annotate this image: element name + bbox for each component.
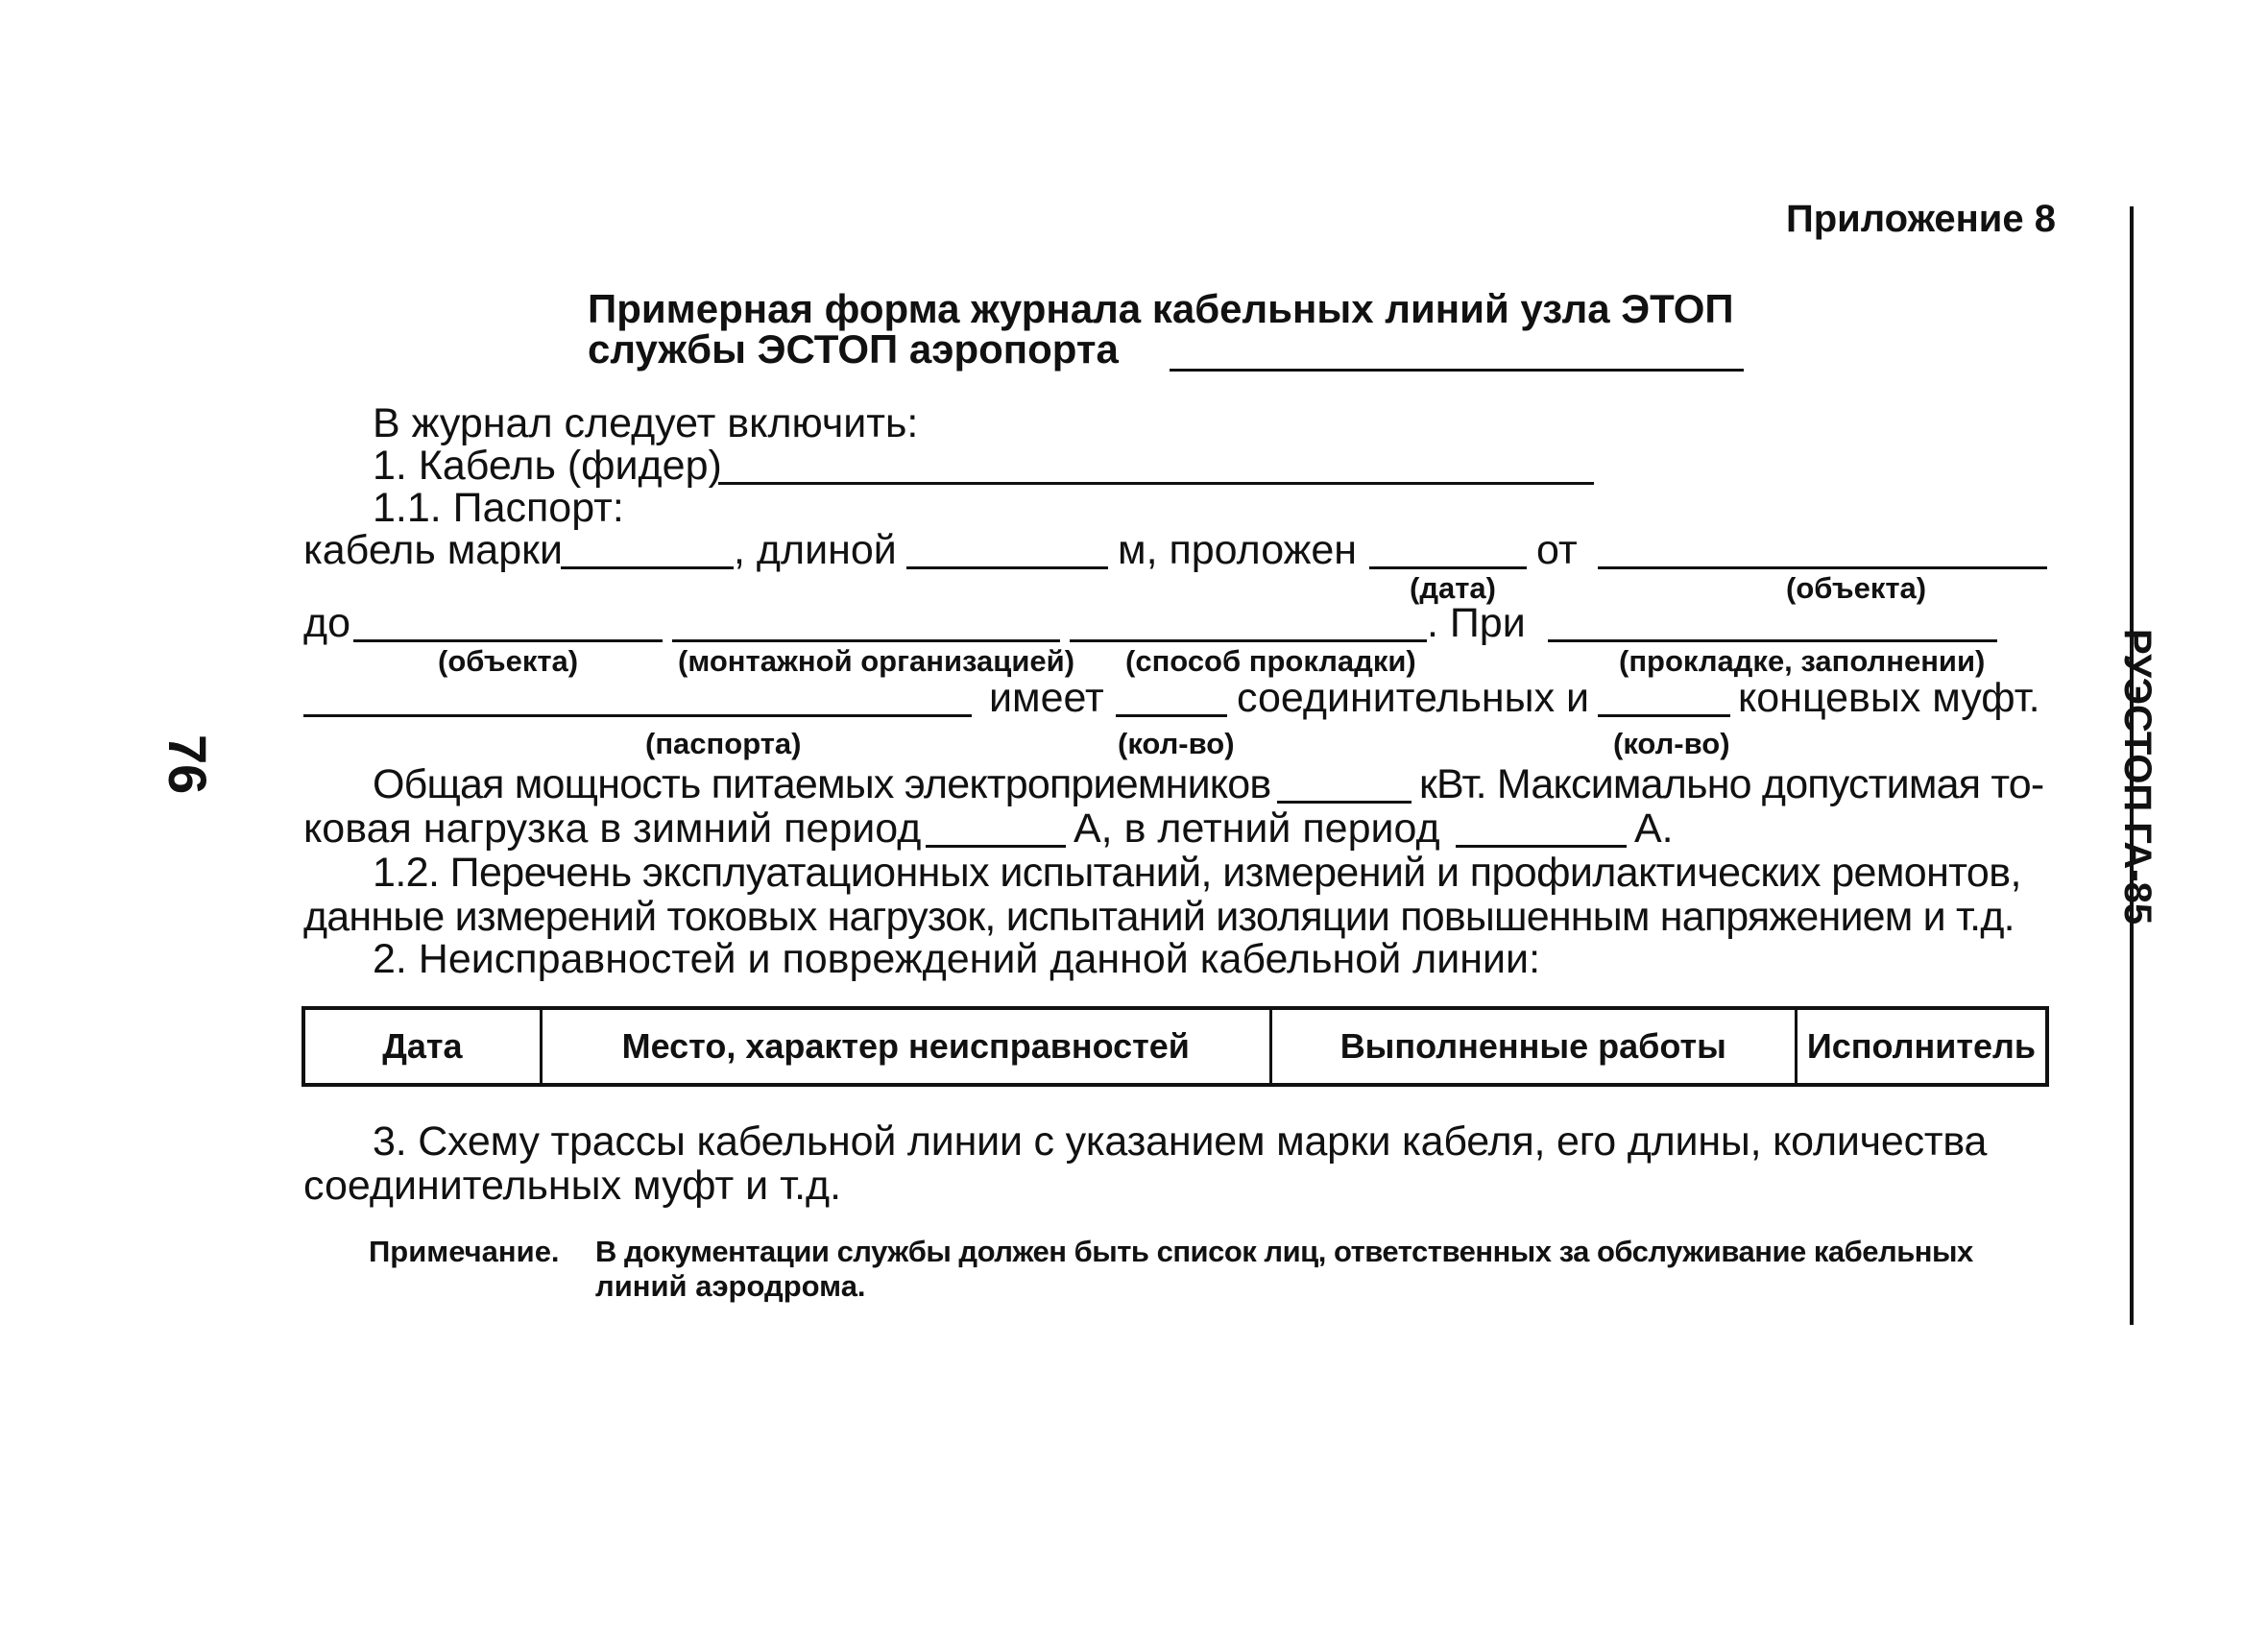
from-label: от [1536, 527, 1578, 573]
caption-method: (способ прокладки) [1125, 644, 1416, 678]
item-2: 2. Неисправностей и повреждений данной кабельной линии: [373, 936, 1541, 982]
connecting-label: соединительных и [1237, 675, 1590, 721]
power-text-1: Общая мощность питаемых электроприемников [373, 761, 1271, 807]
end-qty-blank [1598, 714, 1730, 717]
winter-blank [926, 845, 1066, 848]
feeder-blank [718, 482, 1594, 485]
intro-text: В журнал следует включить: [373, 400, 919, 446]
document-code: РУЭСТОП ГА-85 [2116, 629, 2159, 925]
passport-blank [303, 714, 972, 717]
to-object-blank [353, 639, 663, 642]
caption-laying: (прокладке, заполнении) [1619, 644, 1986, 678]
item-1-2-line-1: 1.2. Перечень эксплуатационных испытаний, измерений и профилактических ремонтов, [373, 850, 2021, 896]
date-blank [1369, 566, 1527, 569]
power-blank [1277, 801, 1411, 804]
connecting-qty-blank [1116, 714, 1227, 717]
caption-passport: (паспорта) [645, 727, 802, 760]
laid-label: м, проложен [1118, 527, 1358, 573]
to-label: до [303, 600, 351, 646]
cable-brand-blank [561, 566, 734, 569]
page-number: 76 [157, 734, 218, 795]
header-works: Выполненные работы [1270, 1008, 1796, 1085]
note-line-2: линий аэродрома. [595, 1269, 866, 1303]
appendix-label: Приложение 8 [1786, 198, 2056, 240]
from-object-blank [1598, 566, 2047, 569]
header-fault: Место, характер неисправностей [541, 1008, 1270, 1085]
at-label: . При [1427, 600, 1526, 646]
org-blank [672, 639, 1060, 642]
caption-date: (дата) [1410, 571, 1496, 605]
has-label: имеет [989, 675, 1104, 721]
method-blank [1070, 639, 1427, 642]
item-1-1: 1.1. Паспорт: [373, 485, 624, 531]
airport-blank [1170, 369, 1744, 372]
item-3-line-1: 3. Схему трассы кабельной линии с указанием марки кабеля, его длины, количества [373, 1118, 1988, 1165]
caption-qty-connecting: (кол-во) [1118, 727, 1235, 760]
header-date: Дата [303, 1008, 541, 1085]
title-line-1: Примерная форма журнала кабельных линий узла ЭТОП [588, 286, 1734, 331]
table-header-row [303, 1008, 2047, 1085]
caption-org: (монтажной организацией) [678, 644, 1075, 678]
end-sleeves-label: концевых муфт. [1738, 675, 2040, 721]
power-text-5: А. [1634, 805, 1674, 852]
title-line-2: службы ЭСТОП аэропорта [588, 326, 1119, 372]
laying-blank [1548, 639, 1997, 642]
note-label: Примечание. [369, 1235, 560, 1268]
power-text-2: кВт. Максимально допустимая то- [1419, 761, 2044, 807]
summer-blank [1456, 845, 1627, 848]
caption-object-to: (объекта) [438, 644, 579, 678]
item-1-2-line-2: данные измерений токовых нагрузок, испытаний изоляции повышенным напряжением и т.д. [303, 894, 2015, 940]
note-line-1: В документации службы должен быть список лиц, ответственных за обслуживание кабельных [595, 1235, 1973, 1268]
length-label: , длиной [734, 527, 897, 573]
fault-table [302, 1006, 2049, 1087]
item-1: 1. Кабель (фидер) [373, 443, 722, 489]
caption-qty-end: (кол-во) [1613, 727, 1730, 760]
header-executor: Исполнитель [1796, 1008, 2047, 1085]
cable-brand-label: кабель марки [303, 527, 563, 573]
power-text-3: ковая нагрузка в зимний период [303, 805, 922, 852]
length-blank [906, 566, 1108, 569]
power-text-4: А, в летний период [1074, 805, 1440, 852]
item-3-line-2: соединительных муфт и т.д. [303, 1163, 842, 1209]
caption-object-from: (объекта) [1786, 571, 1927, 605]
